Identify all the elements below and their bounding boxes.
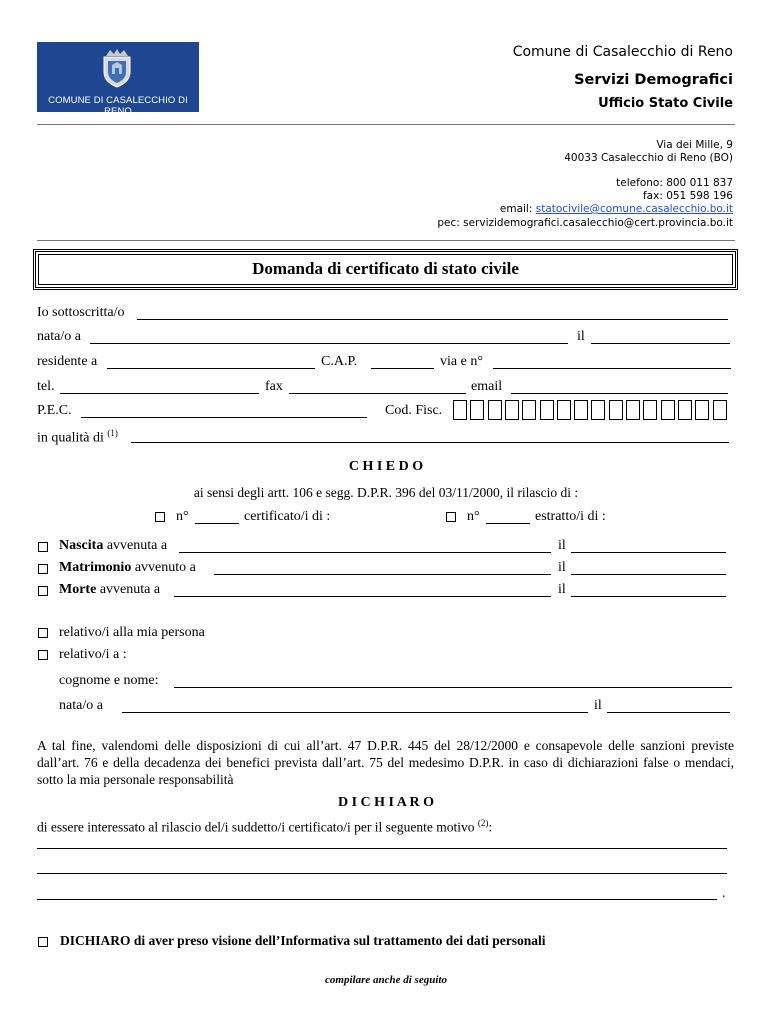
- label-fax: fax: [265, 379, 283, 394]
- label-nato-a: nata/o a: [37, 329, 81, 344]
- dichiaro-heading: D I C H I A R O: [337, 795, 435, 810]
- input-via[interactable]: [493, 368, 731, 369]
- checkbox-relativo-a[interactable]: [38, 650, 48, 660]
- row-nato: [37, 329, 735, 347]
- input-num-certificati[interactable]: [195, 523, 239, 524]
- codice-fiscale-box[interactable]: [488, 400, 502, 420]
- codice-fiscale-box[interactable]: [574, 400, 588, 420]
- email-link[interactable]: statocivile@comune.casalecchio.bo.it: [535, 203, 733, 215]
- label-qualita-text: in qualità di: [37, 430, 104, 446]
- input-pec[interactable]: [81, 417, 367, 418]
- header-divider: [37, 124, 735, 125]
- office-name: Ufficio Stato Civile: [598, 96, 733, 111]
- label-residente: residente a: [37, 354, 98, 369]
- chiedo-heading: C H I E D O: [348, 459, 424, 474]
- codice-fiscale-box[interactable]: [626, 400, 640, 420]
- checkbox-estratto[interactable]: [446, 512, 456, 522]
- checkbox-privacy[interactable]: [38, 937, 48, 947]
- label-matrimonio-rest: avvenuto a: [134, 560, 196, 575]
- codice-fiscale-box[interactable]: [661, 400, 675, 420]
- address-city: 40033 Casalecchio di Reno (BO): [564, 152, 733, 164]
- input-luogo-nascita-relativo[interactable]: [122, 712, 588, 713]
- fax-number: fax: 051 598 196: [642, 190, 733, 202]
- label-nato-a-relativo: nata/o a: [59, 698, 103, 713]
- input-motivo-line-1[interactable]: [37, 848, 727, 849]
- label-privacy: DICHIARO di aver preso visione dell’Informativa sul trattamento dei dati personali: [60, 933, 546, 948]
- label-nascita: [59, 538, 167, 554]
- label-relativo-a: relativo/i a :: [59, 647, 127, 662]
- document-title: Domanda di certificato di stato civile: [252, 259, 519, 278]
- input-data-nascita[interactable]: [591, 343, 730, 344]
- input-qualita[interactable]: [131, 442, 729, 443]
- label-estratti: estratto/i di :: [535, 509, 606, 524]
- row-residenza: [37, 354, 735, 372]
- label-il-nascita: il: [558, 538, 566, 553]
- label-tel: tel.: [37, 379, 55, 394]
- label-morte-rest: avvenuta a: [99, 582, 161, 597]
- codice-fiscale-box[interactable]: [609, 400, 623, 420]
- label-n-estr: n°: [467, 509, 480, 524]
- codice-fiscale-box[interactable]: [678, 400, 692, 420]
- input-luogo-nascita[interactable]: [90, 343, 568, 344]
- label-nascita-rest: avvenuta a: [106, 538, 168, 553]
- label-email: email: [471, 379, 503, 394]
- municipality-logo: [37, 42, 199, 117]
- input-sottoscritto[interactable]: [137, 319, 728, 320]
- row-sottoscritto: [37, 305, 735, 323]
- label-morte: [59, 582, 160, 598]
- motivo-period: .: [722, 886, 726, 901]
- dichiaro-colon: :: [488, 819, 493, 835]
- contact-divider: [37, 240, 735, 241]
- row-contatti: [37, 379, 735, 397]
- input-email[interactable]: [511, 393, 728, 394]
- input-data-nascita-relativo[interactable]: [607, 712, 730, 713]
- label-nascita-bold: Nascita: [59, 538, 104, 553]
- declaration-paragraph: A tal fine, valendomi delle disposizioni di cui all’art. 47 D.P.R. 445 del 28/12/2000 e consapevole delle sanzioni previste dall’art. 76 e della decadenza dei benefici prevista dall’art. 75 del medesimo D.P.R. in caso di dichiarazioni false o mendaci, sotto la mia personale responsabilità: [37, 738, 734, 787]
- checkbox-nascita[interactable]: [38, 542, 48, 552]
- label-sottoscritto: Io sottoscritta/o: [37, 305, 125, 320]
- input-cap[interactable]: [371, 368, 434, 369]
- checkbox-relativo-mia-persona[interactable]: [38, 628, 48, 638]
- codice-fiscale-box[interactable]: [591, 400, 605, 420]
- codice-fiscale-box[interactable]: [470, 400, 484, 420]
- footer-note: compilare anche di seguito: [325, 974, 447, 986]
- dichiaro-text-body: di essere interessato al rilascio del/i suddetto/i certificato/i per il seguente motivo: [37, 819, 475, 835]
- checkbox-matrimonio[interactable]: [38, 564, 48, 574]
- coat-of-arms-icon: [98, 48, 136, 88]
- input-luogo-nascita-evento[interactable]: [179, 552, 551, 553]
- input-tel[interactable]: [60, 393, 259, 394]
- label-il-relativo: il: [594, 698, 602, 713]
- label-n-cert: n°: [176, 509, 189, 524]
- codice-fiscale-box[interactable]: [505, 400, 519, 420]
- document-title-box: [33, 249, 738, 290]
- checkbox-certificato[interactable]: [155, 512, 165, 522]
- phone-number: telefono: 800 011 837: [616, 177, 733, 189]
- logo-text: COMUNE DI CASALECCHIO DI RENO: [48, 95, 188, 117]
- address-street: Via dei Mille, 9: [656, 139, 733, 151]
- codice-fiscale-box[interactable]: [453, 400, 467, 420]
- codice-fiscale-box[interactable]: [557, 400, 571, 420]
- codice-fiscale-box[interactable]: [540, 400, 554, 420]
- input-luogo-morte[interactable]: [174, 596, 551, 597]
- codice-fiscale-box[interactable]: [643, 400, 657, 420]
- label-qualita: [37, 428, 118, 447]
- label-morte-bold: Morte: [59, 582, 97, 597]
- footnote-2: (2): [477, 818, 489, 828]
- codice-fiscale-box[interactable]: [695, 400, 709, 420]
- label-certificati: certificato/i di :: [244, 509, 331, 524]
- municipality-name: Comune di Casalecchio di Reno: [512, 44, 733, 60]
- footnote-1: (1): [107, 428, 118, 438]
- label-relativo-mia-persona: relativo/i alla mia persona: [59, 625, 205, 640]
- input-motivo-line-2[interactable]: [37, 873, 727, 874]
- label-matrimonio-bold: Matrimonio: [59, 560, 132, 575]
- input-cognome-nome[interactable]: [174, 687, 732, 688]
- codice-fiscale-box[interactable]: [522, 400, 536, 420]
- label-cod-fisc: Cod. Fisc.: [385, 403, 443, 418]
- checkbox-morte[interactable]: [38, 586, 48, 596]
- input-num-estratti[interactable]: [486, 523, 530, 524]
- input-data-nascita-evento[interactable]: [571, 552, 726, 553]
- label-il: il: [577, 329, 585, 344]
- input-motivo-line-3[interactable]: [37, 899, 717, 900]
- pec-address: pec: servizidemografici.casalecchio@cert.provincia.bo.it: [437, 217, 733, 229]
- label-il-matrimonio: il: [558, 560, 566, 575]
- label-cap: C.A.P.: [321, 354, 358, 369]
- label-il-morte: il: [558, 582, 566, 597]
- row-qualita: [37, 428, 735, 446]
- dichiaro-text: [37, 818, 492, 836]
- input-data-matrimonio[interactable]: [571, 574, 726, 575]
- label-matrimonio: [59, 560, 196, 576]
- input-fax[interactable]: [289, 393, 466, 394]
- department-name: Servizi Demografici: [574, 72, 733, 88]
- input-data-morte[interactable]: [571, 596, 726, 597]
- label-pec: P.E.C.: [37, 403, 72, 418]
- codice-fiscale-box[interactable]: [713, 400, 727, 420]
- chiedo-intro: ai sensi degli artt. 106 e segg. D.P.R. 396 del 03/11/2000, il rilascio di :: [193, 485, 579, 500]
- input-luogo-matrimonio[interactable]: [214, 574, 551, 575]
- input-residenza[interactable]: [107, 368, 315, 369]
- email-line: [500, 203, 733, 215]
- email-label: email:: [499, 203, 536, 215]
- label-via: via e n°: [440, 354, 483, 369]
- label-cognome-nome: cognome e nome:: [59, 673, 159, 688]
